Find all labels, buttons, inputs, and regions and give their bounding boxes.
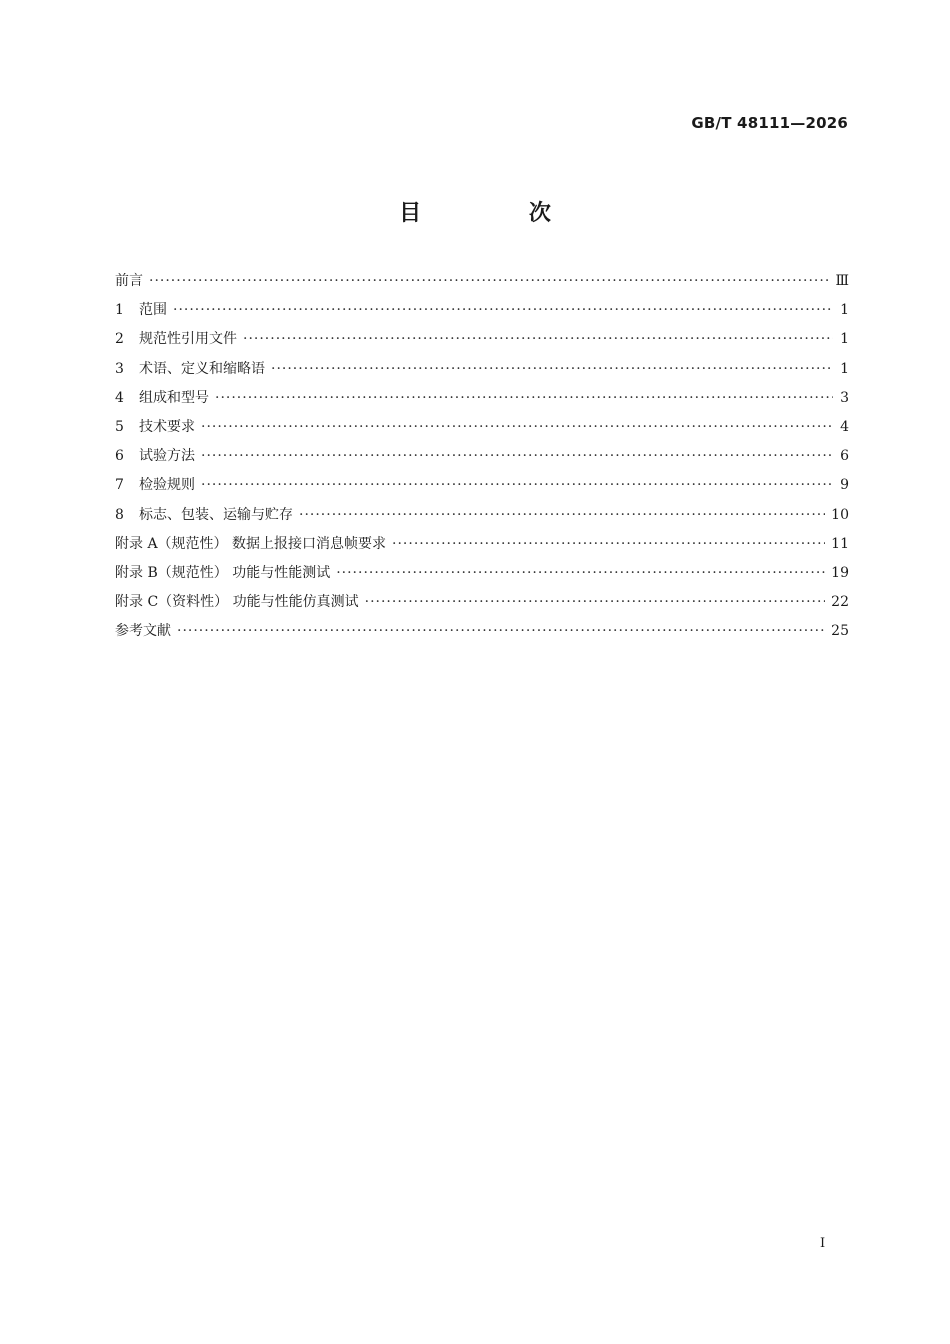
toc-entry-label: 技术要求 <box>139 418 195 435</box>
toc-entry-page: 6 <box>840 448 849 465</box>
toc-entry-number: 8 <box>115 506 124 523</box>
toc-entry-number: 6 <box>115 448 124 465</box>
toc-entry-normative-references[interactable] <box>115 328 849 357</box>
toc-entry-page: Ⅲ <box>835 273 849 289</box>
toc-leader-dots <box>173 302 833 318</box>
toc-entry-page: 25 <box>831 623 849 640</box>
toc-leader-dots <box>271 361 833 377</box>
table-of-contents <box>115 270 849 649</box>
toc-entry-label: 试验方法 <box>139 448 195 465</box>
toc-leader-dots <box>243 331 833 347</box>
toc-entry-label: 标志、包装、运输与贮存 <box>139 506 293 523</box>
toc-entry-label: 规范性引用文件 <box>139 331 237 348</box>
toc-entry-label: 附录 A（规范性） 数据上报接口消息帧要求 <box>115 535 387 552</box>
toc-entry-technical-requirements[interactable] <box>115 416 849 445</box>
toc-entry-annex-c[interactable] <box>115 591 849 620</box>
toc-entry-label: 前言 <box>115 273 143 289</box>
toc-entry-label: 参考文献 <box>115 623 171 640</box>
toc-leader-dots <box>392 536 825 552</box>
toc-entry-annex-a[interactable] <box>115 533 849 562</box>
toc-entry-label: 范围 <box>139 302 167 319</box>
toc-entry-inspection-rules[interactable] <box>115 474 849 503</box>
toc-leader-dots <box>201 419 833 435</box>
toc-entry-scope[interactable] <box>115 299 849 328</box>
toc-entry-page: 1 <box>840 302 849 319</box>
toc-leader-dots <box>149 273 829 289</box>
toc-entry-label: 附录 C（资料性） 功能与性能仿真测试 <box>115 594 359 611</box>
toc-entry-page: 11 <box>831 535 849 552</box>
toc-entry-bibliography[interactable] <box>115 620 849 649</box>
standard-number: GB/T 48111—2026 <box>691 114 848 132</box>
toc-entry-label: 检验规则 <box>139 477 195 494</box>
toc-entry-page: 10 <box>831 506 849 523</box>
toc-leader-dots <box>201 477 833 493</box>
toc-entry-label: 附录 B（规范性） 功能与性能测试 <box>115 564 331 581</box>
toc-entry-composition-model[interactable] <box>115 387 849 416</box>
toc-entry-page: 1 <box>840 360 849 377</box>
page-title: 目 次 <box>399 201 601 226</box>
page-number: I <box>820 1236 826 1251</box>
toc-leader-dots <box>201 448 833 464</box>
toc-entry-page: 9 <box>840 477 849 494</box>
toc-entry-page: 1 <box>840 331 849 348</box>
toc-entry-number: 2 <box>115 331 124 348</box>
toc-leader-dots <box>299 507 825 523</box>
toc-leader-dots <box>336 565 825 581</box>
toc-entry-number: 4 <box>115 389 124 406</box>
toc-entry-page: 19 <box>831 564 849 581</box>
toc-entry-label: 术语、定义和缩略语 <box>139 360 265 377</box>
toc-entry-page: 3 <box>840 389 849 406</box>
toc-leader-dots <box>215 390 833 406</box>
toc-entry-test-methods[interactable] <box>115 445 849 474</box>
toc-entry-marking-packaging[interactable] <box>115 504 849 533</box>
toc-entry-number: 5 <box>115 418 124 435</box>
toc-entry-annex-b[interactable] <box>115 562 849 591</box>
toc-leader-dots <box>177 623 825 639</box>
toc-leader-dots <box>365 594 826 610</box>
toc-entry-page: 22 <box>831 594 849 611</box>
toc-entry-foreword[interactable] <box>115 270 849 299</box>
toc-entry-number: 3 <box>115 360 124 377</box>
toc-entry-terms-definitions[interactable] <box>115 358 849 387</box>
toc-entry-number: 1 <box>115 302 124 319</box>
toc-entry-label: 组成和型号 <box>139 389 209 406</box>
toc-entry-page: 4 <box>840 418 849 435</box>
toc-entry-number: 7 <box>115 477 124 494</box>
